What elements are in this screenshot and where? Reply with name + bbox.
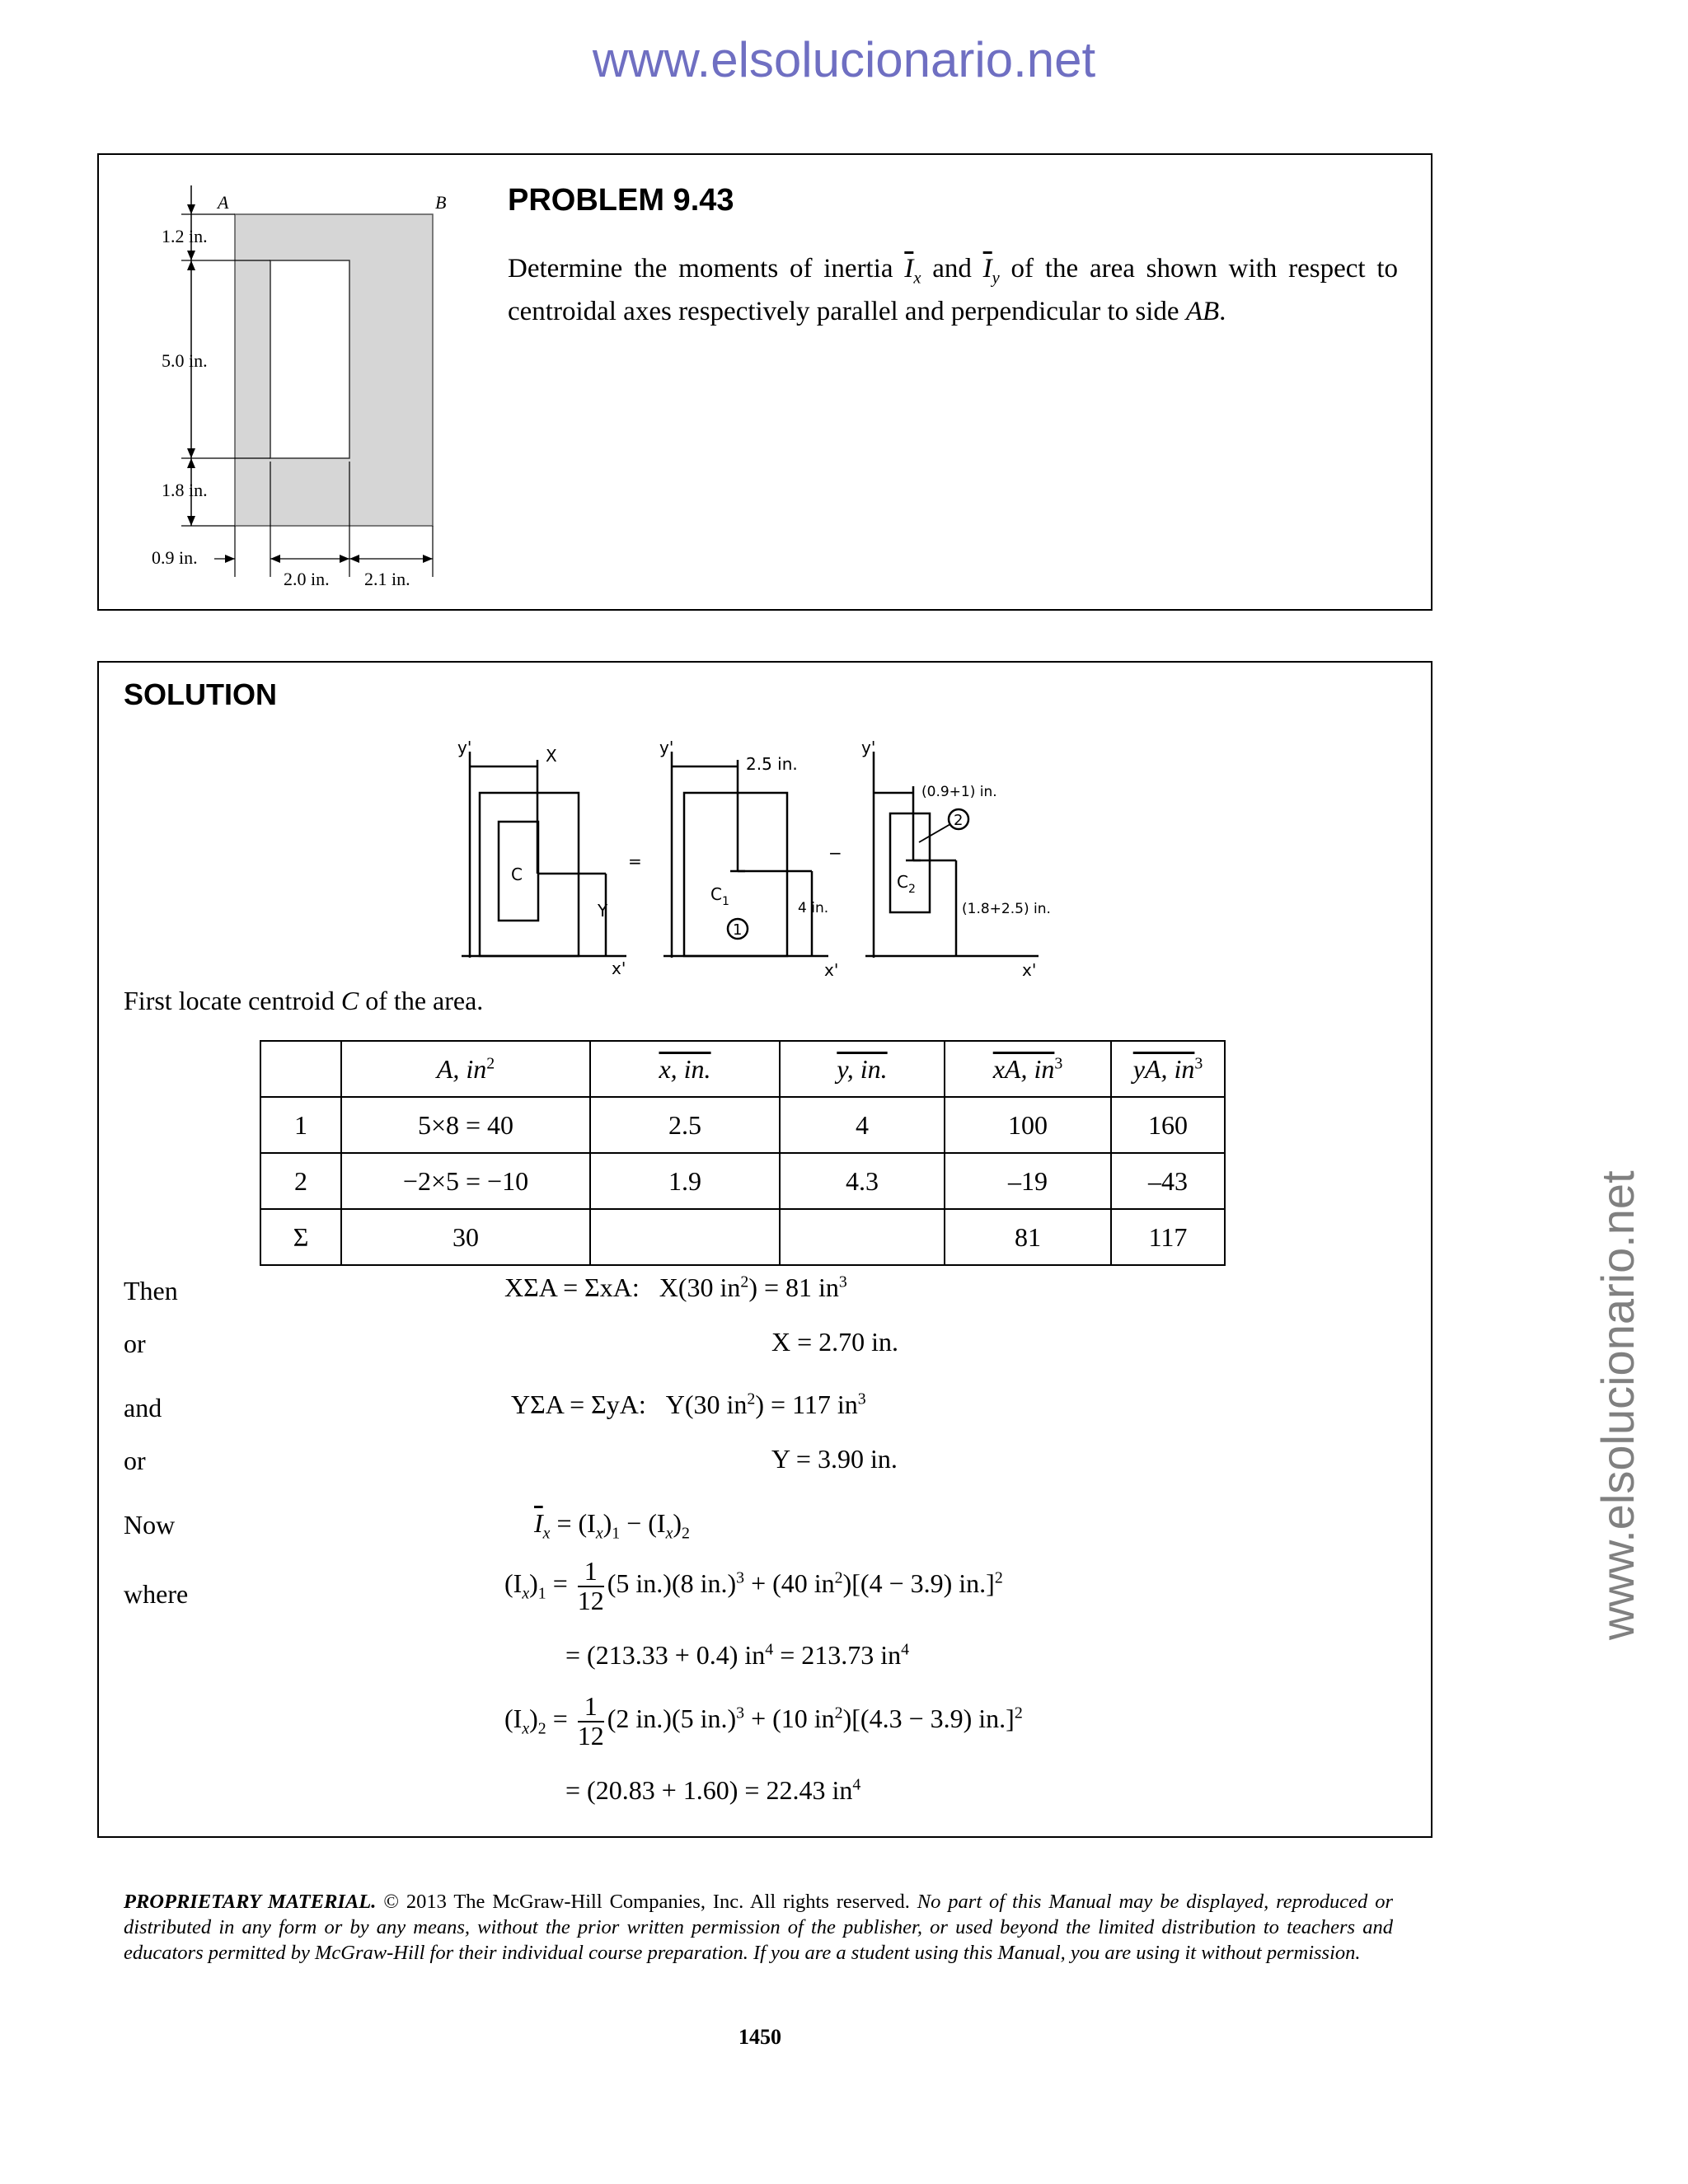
sketch-circle-1: 1 [733,921,743,939]
equation-ix2: $(I_x)_2$ = $\frac{1}{12}$ (2 in.)(5 in.)$^3$ + (10 $in^2)[(4.3 - 3.9)$ in.]$^2$ [504,1691,1023,1750]
sketch-c1-sub: 1 [722,895,729,908]
sketch-label-c: C [511,865,523,884]
sketch-x-bar-1: X [546,746,557,766]
sketch-y-prime-2: y' [659,738,674,757]
sketch-c2-sub: 2 [908,883,916,896]
equation-then: XΣA = ΣxA: X(30 $in^2) = 81$ $in^3$ [504,1272,847,1302]
equation-ix1: $(I_x)_1$ = $\frac{1}{12}$ (5 in.)(8 in.)$^3$ + (40 $in^2)[(4 - 3.9)$ in.]$^2$ [504,1556,1003,1615]
table-header-cell: x, in. [590,1041,780,1097]
dim-top: 1.2 in. [162,226,208,246]
label-and: and [124,1393,162,1422]
label-where: where [124,1579,189,1609]
solution-title: SOLUTION [124,677,277,711]
equation-ix2-result: = (20.83 + 1.60) = 22.43 $in^4$ [565,1775,861,1805]
figure-label-a: A [218,192,229,213]
sketch-x-prime-3: x' [1022,960,1037,980]
inner-hole [270,260,349,458]
label-then: Then [124,1276,178,1305]
sketch-x-prime-2: x' [824,960,839,980]
table-header-row [260,1041,1225,1097]
label-or-2: or [124,1446,146,1475]
copyright-footer: PROPRIETARY MATERIAL. © 2013 The McGraw-Hill Companies, Inc. All rights reserved. No part of this Manual may be displayed, reproduced or distributed in any form or by any means, without the prior written permission of the publisher, or used beyond the limited distribution to teachers and educators permitted by McGraw-Hill for their individual course preparation. If you are a student using this Manual, you are using it without permission. [124,1891,1393,1964]
sketch-circle-2: 2 [954,812,964,829]
solution-sketch [453,735,1071,982]
watermark-side: www.elsolucionario.net [1592,1170,1643,1640]
dim-hole: 2.0 in. [284,569,330,589]
dim-bottom: 1.8 in. [162,480,208,500]
equation-ix1-result: = (213.33 + 0.4) $in^4 = 213.73$ $in^4$ [565,1640,910,1670]
centroid-table [260,1040,1226,1266]
sketch-y-prime-3: y' [861,738,876,757]
table-header-cell: A, $in^2$ [341,1041,590,1097]
sketch-dim-x2: (0.9+1) in. [921,784,997,800]
table-row-sum: Σ 30 81 117 [260,1209,1225,1265]
sketch-x-prime-1: x' [612,958,626,978]
figure-label-b: B [435,192,447,213]
dim-left: 0.9 in. [152,547,198,568]
equation-y-bar: Y = 3.90 in. [771,1444,898,1474]
table-header-cell: xA, $in^3$ [945,1041,1111,1097]
problem-statement: Determine the moments of inertia $\overline{I}_x$ and $\overline{I}_y$ of the area shown with respect to centroidal axes respectively parallel and perpendicular to side AB. [508,254,1399,326]
sketch-equals: = [628,851,642,871]
equation-x-bar: X = 2.70 in. [771,1327,899,1357]
problem-title: PROBLEM 9.43 [508,183,734,218]
label-now: Now [124,1510,176,1540]
sketch-y-prime-1: y' [457,738,472,757]
table-row: 2 −2×5 = −10 1.9 4.3 –19 –43 [260,1153,1225,1209]
problem-figure [132,181,478,593]
table-header-cell [260,1041,341,1097]
intro-text: First locate centroid C of the area. [124,986,484,1015]
sketch-dim-y2: (1.8+2.5) in. [962,901,1051,917]
sketch-minus: − [828,843,842,863]
equation-now: $\overline{I}_x = (I_x)_1 - (I_x)_2$ [534,1508,690,1543]
sketch-dim-4: 4 in. [798,900,829,916]
dim-mid: 5.0 in. [162,350,208,371]
label-or-1: or [124,1329,146,1358]
table-header-cell: yA, $in^3$ [1111,1041,1225,1097]
watermark-top: www.elsolucionario.net [592,32,1096,87]
table-header-cell: y, in. [780,1041,945,1097]
sketch-y-bar-1: Y [598,901,608,921]
sketch-dim-2-5: 2.5 in. [746,754,798,774]
sketch-label-c1: C [710,884,722,904]
page-number: 1450 [738,2025,781,2049]
dim-right: 2.1 in. [364,569,410,589]
equation-and: YΣA = ΣyA: Y(30 $in^2) = 117$ $in^3$ [511,1390,866,1419]
sketch-label-c2: C [897,872,908,892]
table-row: 1 5×8 = 40 2.5 4 100 160 [260,1097,1225,1153]
